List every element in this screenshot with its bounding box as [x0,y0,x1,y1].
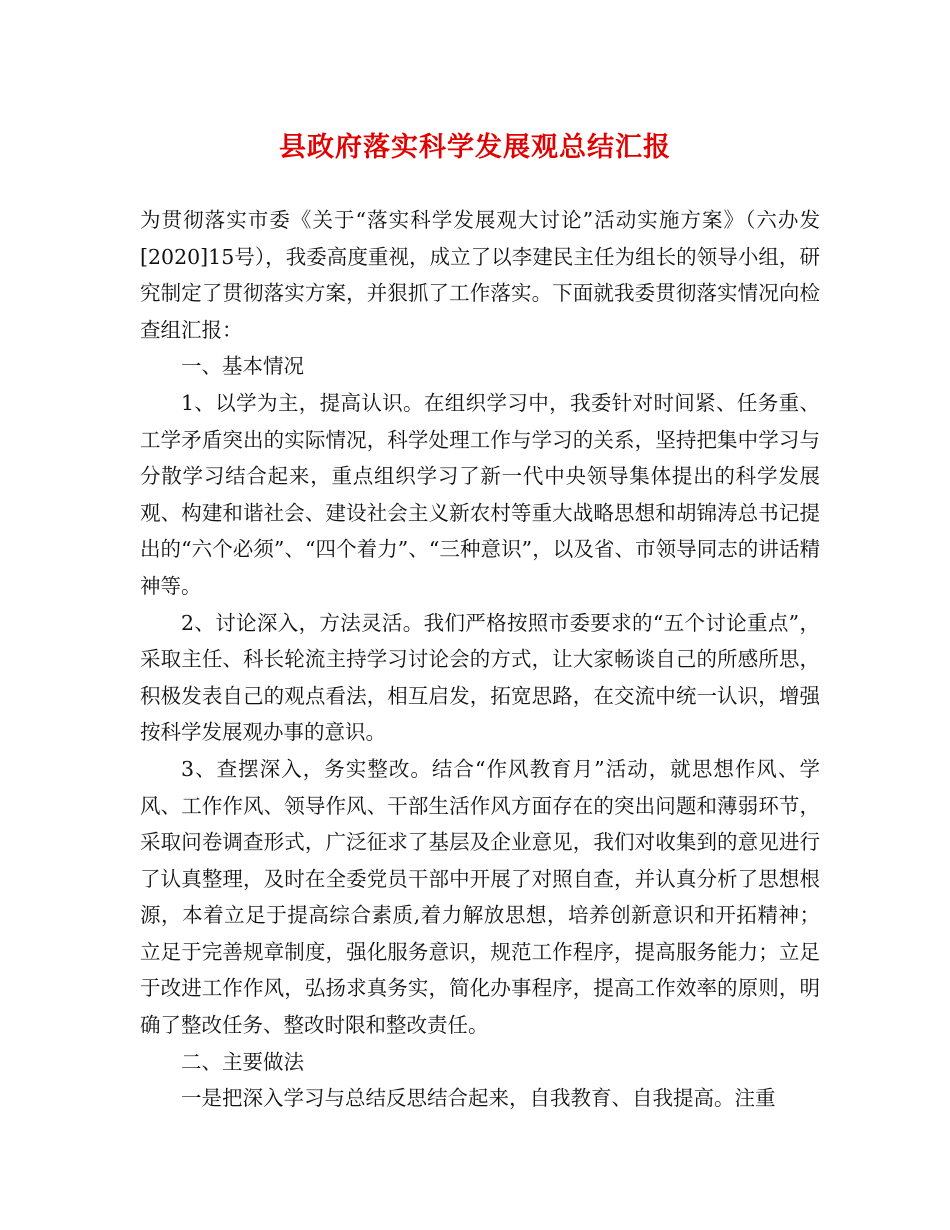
section-heading-basic-situation: 一、基本情况 [181,354,304,379]
paragraph-item-3: 3、查摆深入，务实整改。结合“作风教育月”活动，就思想作风、学风、工作作风、领导作风、干部生活作风方面存在的突出问题和薄弱环节，采取问卷调查形式，广泛征求了基层及企业意见，我们对收集到的意见进行了认真整理，及时在全委党员干部中开展了对照自查，并认真分析了思想根源，本着立足于提高综合素质,着力解放思想，培养创新意识和开拓精神；立足于完善规章制度，强化服务意识，规范工作程序，提高服务能力；立足于改进工作作风，弘扬求真务实，简化办事程序，提高工作效率的原则，明确了整改任务、整改时限和整改责任。 [140,756,820,1038]
intro-paragraph: 为贯彻落实市委《关于“落实科学发展观大讨论”活动实施方案》（六办发[2020]15号），我委高度重视，成立了以李建民主任为组长的领导小组，研究制定了贯彻落实方案，并狠抓了工作落实。下面就我委贯彻落实情况向检查组汇报： [140,208,820,342]
paragraph-item-2: 2、讨论深入，方法灵活。我们严格按照市委要求的“五个讨论重点”，采取主任、科长轮流主持学习讨论会的方式，让大家畅谈自己的所感所思，积极发表自己的观点看法，相互启发，拓宽思路，在交流中统一认识，增强按科学发展观办事的意识。 [140,610,820,745]
section-heading-main-practices: 二、主要做法 [181,1049,304,1074]
paragraph-item-1: 1、以学为主，提高认识。在组织学习中，我委针对时间紧、任务重、工学矛盾突出的实际情况，科学处理工作与学习的关系，坚持把集中学习与分散学习结合起来，重点组织学习了新一代中央领导集体提出的科学发展观、构建和谐社会、建设社会主义新农村等重大战略思想和胡锦涛总书记提出的“六个必须”、“四个着力”、“三种意识”，以及省、市领导同志的讲话精神等。 [140,390,820,598]
paragraph-practice-1: 一是把深入学习与总结反思结合起来，自我教育、自我提高。注重 [181,1086,776,1111]
document-title: 县政府落实科学发展观总结汇报 [279,132,671,163]
document-body [140,202,820,1117]
